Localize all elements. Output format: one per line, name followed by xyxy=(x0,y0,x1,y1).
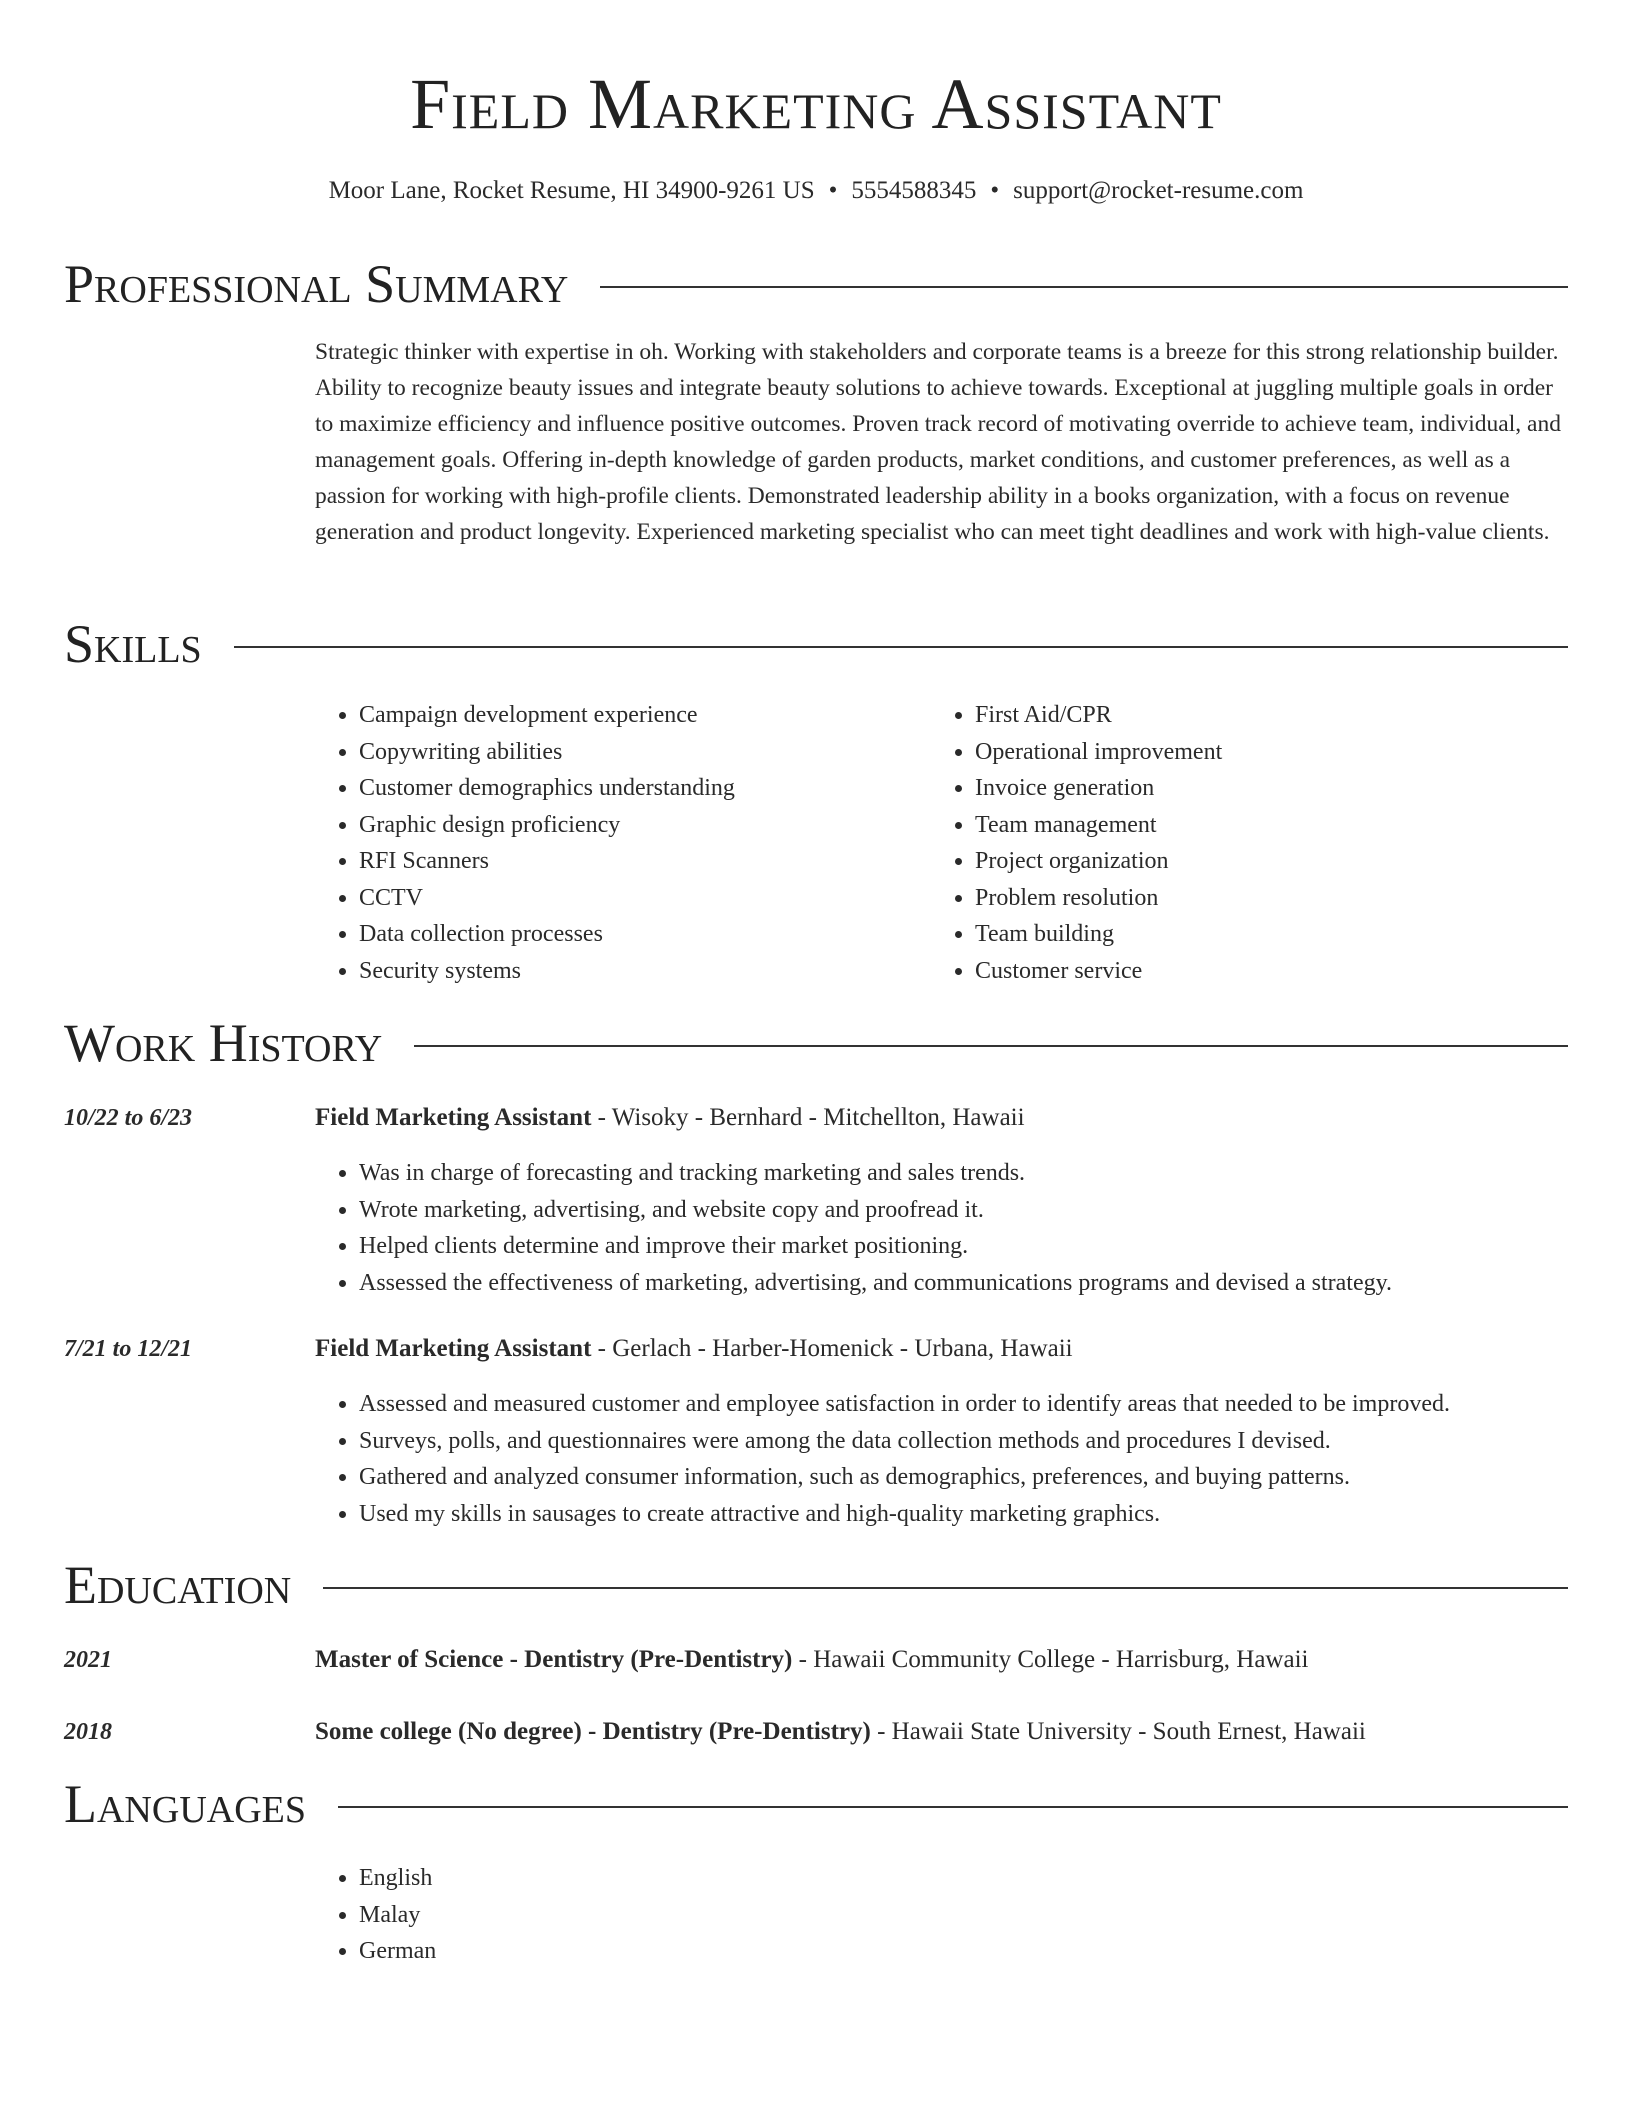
skill-item: • Operational improvement xyxy=(975,734,1531,771)
job-details: - Wisoky - Bernhard - Mitchellton, Hawaii xyxy=(591,1104,1025,1131)
languages-section-header xyxy=(64,1772,1568,1836)
skill-item: • Campaign development experience xyxy=(359,697,915,734)
section-divider xyxy=(414,1045,1568,1047)
work-section-title: Work History xyxy=(64,1013,383,1073)
job-details: - Gerlach - Harber-Homenick - Urbana, Hawaii xyxy=(591,1335,1073,1362)
skill-item: • First Aid/CPR xyxy=(975,697,1531,734)
language-item: • German xyxy=(359,1933,1568,1970)
skill-item: • Graphic design proficiency xyxy=(359,807,915,844)
skill-item: • Team management xyxy=(975,807,1531,844)
education-year: 2018 xyxy=(64,1719,112,1745)
skill-item: • Invoice generation xyxy=(975,770,1531,807)
job-bullet: • Was in charge of forecasting and tracking marketing and sales trends. xyxy=(359,1155,1568,1192)
section-divider xyxy=(600,286,1568,288)
job-bullet: • Assessed and measured customer and employee satisfaction in order to identify areas that needed to be improved. xyxy=(359,1386,1568,1423)
candidate-name: Field Marketing Assistant xyxy=(410,64,1222,144)
skill-item: • CCTV xyxy=(359,880,915,917)
language-item: • Malay xyxy=(359,1897,1568,1934)
skills-section-title: Skills xyxy=(64,614,202,674)
education-details: - Hawaii Community College - Harrisburg, Hawaii xyxy=(792,1646,1309,1673)
summary-section-header xyxy=(64,252,1568,316)
contact-separator: • xyxy=(990,177,1000,204)
skills-list-left xyxy=(315,697,915,989)
contact-line xyxy=(64,174,1568,208)
job-bullet: • Gathered and analyzed consumer information, such as demographics, preferences, and buying patterns. xyxy=(359,1459,1568,1496)
job-bullet: • Used my skills in sausages to create attractive and high-quality marketing graphics. xyxy=(359,1496,1568,1533)
education-entry xyxy=(315,1642,1568,1678)
section-divider xyxy=(323,1587,1568,1589)
education-degree: Master of Science - Dentistry (Pre-Dentistry) xyxy=(315,1646,793,1673)
skills-section-header xyxy=(64,612,1568,676)
job-bullets xyxy=(315,1386,1568,1532)
skill-item: • Customer demographics understanding xyxy=(359,770,915,807)
education-section-header xyxy=(64,1553,1568,1617)
skill-item: • Copywriting abilities xyxy=(359,734,915,771)
job-bullet: • Surveys, polls, and questionnaires were among the data collection methods and procedures I devised. xyxy=(359,1423,1568,1460)
education-degree: Some college (No degree) - Dentistry (Pre-Dentistry) xyxy=(315,1718,871,1745)
skills-list-right xyxy=(931,697,1531,989)
summary-text: Strategic thinker with expertise in oh. Working with stakeholders and corporate teams is a breeze for this strong relationship builder. Ability to recognize beauty issues and integrate beauty solutions to achieve towards. Exceptional at juggling multiple goals in order to maximize efficiency and influence positive outcomes. Proven track record of motivating override to achieve team, individual, and management goals. Offering in-depth knowledge of garden products, market conditions, and customer preferences, as well as a passion for working with high-profile clients. Demonstrated leadership ability in a books organization, with a focus on revenue generation and product longevity. Experienced marketing specialist who can meet tight deadlines and work with high-value clients. xyxy=(315,339,1561,545)
skill-item: • Project organization xyxy=(975,843,1531,880)
contact-phone: 5554588345 xyxy=(851,177,977,204)
job-title-line xyxy=(315,1331,1568,1367)
job-role: Field Marketing Assistant xyxy=(315,1104,592,1131)
skill-item: • Security systems xyxy=(359,953,915,990)
job-dates: 7/21 to 12/21 xyxy=(64,1336,193,1362)
job-bullet: • Assessed the effectiveness of marketing, advertising, and communications programs and devised a strategy. xyxy=(359,1265,1568,1302)
languages-section-title: Languages xyxy=(64,1774,306,1834)
contact-separator: • xyxy=(828,177,838,204)
job-dates: 10/22 to 6/23 xyxy=(64,1105,193,1131)
education-details: - Hawaii State University - South Ernest, Hawaii xyxy=(870,1718,1366,1745)
skill-item: • Data collection processes xyxy=(359,916,915,953)
contact-email: support@rocket-resume.com xyxy=(1013,177,1304,204)
languages-list xyxy=(315,1860,1568,1970)
skill-item: • Team building xyxy=(975,916,1531,953)
education-year: 2021 xyxy=(64,1647,112,1673)
education-section-title: Education xyxy=(64,1555,292,1615)
skill-item: • Problem resolution xyxy=(975,880,1531,917)
section-divider xyxy=(234,646,1568,648)
skill-item: • Customer service xyxy=(975,953,1531,990)
contact-address: Moor Lane, Rocket Resume, HI 34900-9261 US xyxy=(328,177,815,204)
job-bullet: • Helped clients determine and improve their market positioning. xyxy=(359,1228,1568,1265)
education-entry xyxy=(315,1714,1568,1750)
job-title-line xyxy=(315,1100,1568,1136)
section-divider xyxy=(338,1806,1568,1808)
job-bullet: • Wrote marketing, advertising, and website copy and proofread it. xyxy=(359,1192,1568,1229)
job-role: Field Marketing Assistant xyxy=(315,1335,592,1362)
language-item: • English xyxy=(359,1860,1568,1897)
summary-section-title: Professional Summary xyxy=(64,254,569,314)
skill-item: • RFI Scanners xyxy=(359,843,915,880)
job-bullets xyxy=(315,1155,1568,1301)
work-section-header xyxy=(64,1011,1568,1075)
